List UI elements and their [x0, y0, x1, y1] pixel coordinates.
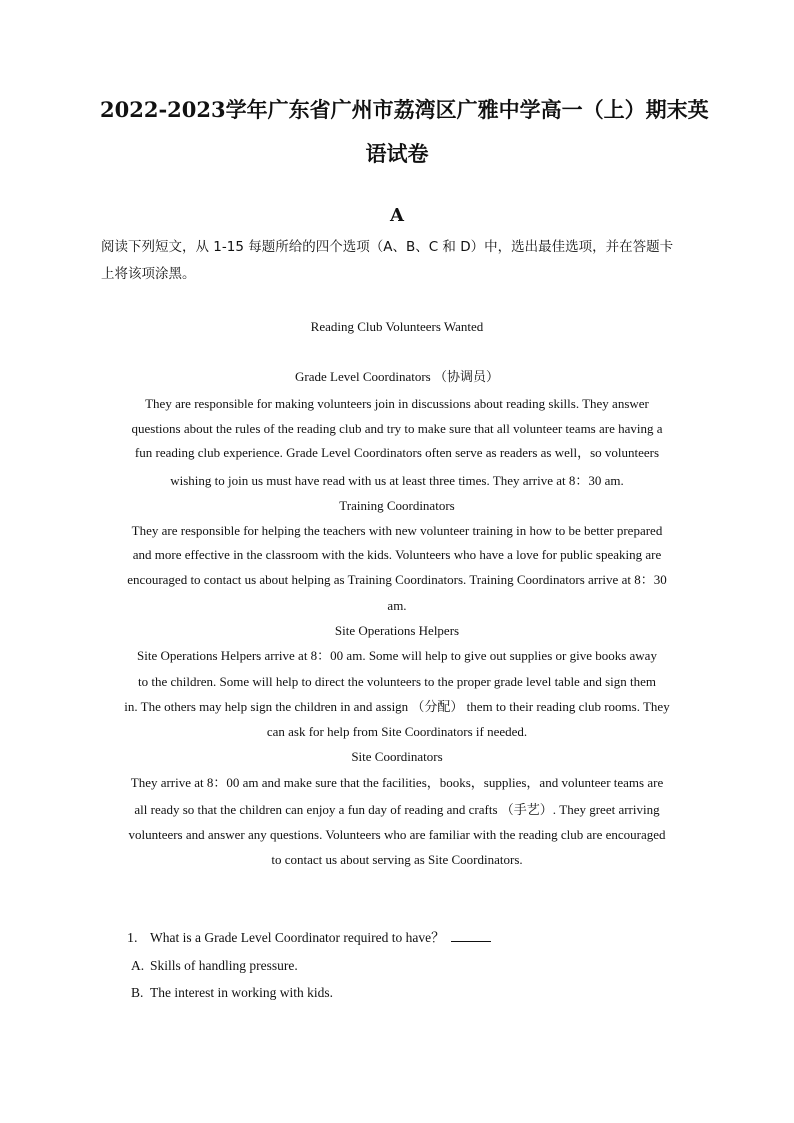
- question-number: 1.: [127, 931, 138, 946]
- site-coordinators-line: all ready so that the children can enjoy a fun day of reading and crafts （手艺）. They greet arriving: [134, 802, 660, 817]
- option-text: The interest in working with kids.: [150, 985, 333, 1000]
- site-coordinators-line: to contact us about serving as Site Coordinators.: [271, 852, 523, 867]
- question-text: What is a Grade Level Coordinator required to have？: [150, 930, 445, 945]
- grade-level-line: fun reading club experience. Grade Level Coordinators often serve as readers as well，so volunteers: [134, 445, 660, 460]
- option-label: A.: [131, 958, 145, 973]
- site-coordinators-heading: Site Coordinators: [351, 749, 443, 764]
- grade-level-line: questions about the rules of the reading club and try to make sure that all volunteer teams are having a: [131, 421, 663, 436]
- training-heading: Training Coordinators: [339, 498, 455, 513]
- training-line: They are responsible for helping the teachers with new volunteer training in how to be better prepared: [131, 523, 663, 538]
- site-operations-line: can ask for help from Site Coordinators if needed.: [266, 724, 528, 739]
- option-b[interactable]: [131, 984, 333, 1002]
- site-operations-line: to the children. Some will help to direct the volunteers to the proper grade level table and sign them: [137, 674, 657, 689]
- option-a[interactable]: [131, 957, 298, 975]
- site-operations-line: in. The others may help sign the children in and assign （分配） them to their reading club rooms. They: [124, 699, 670, 714]
- exam-title-line-2: 语试卷: [365, 141, 429, 166]
- site-coordinators-line: They arrive at 8：00 am and make sure that the facilities，books，supplies，and volunteer teams are: [130, 775, 664, 790]
- exam-title-line-1: 2022-2023学年广东省广州市荔湾区广雅中学高一（上）期末英: [100, 97, 709, 122]
- training-line: am.: [387, 598, 407, 613]
- passage-heading: Reading Club Volunteers Wanted: [310, 319, 484, 334]
- grade-level-heading: Grade Level Coordinators （协调员）: [295, 369, 499, 384]
- instruction-line-1: 阅读下列短文，从 1-15 每题所给的四个选项（A、B、C 和 D）中，选出最佳选项，并在答题卡: [101, 239, 674, 255]
- answer-blank[interactable]: [451, 931, 491, 942]
- option-label: B.: [131, 985, 144, 1000]
- site-operations-heading: Site Operations Helpers: [334, 623, 460, 638]
- grade-level-line: wishing to join us must have read with us at least three times. They arrive at 8：30 am.: [170, 473, 624, 488]
- grade-level-line: They are responsible for making volunteers join in discussions about reading skills. They answer: [145, 396, 649, 411]
- training-line: encouraged to contact us about helping as Training Coordinators. Training Coordinators arrive at 8：30: [127, 572, 667, 587]
- instruction-line-2: 上将该项涂黑。: [101, 266, 196, 282]
- question-1: [127, 929, 491, 948]
- section-heading: A: [390, 205, 404, 226]
- site-coordinators-line: volunteers and answer any questions. Volunteers who are familiar with the reading club are encouraged: [128, 827, 666, 842]
- training-line: and more effective in the classroom with the kids. Volunteers who have a love for public speaking are: [132, 547, 662, 562]
- option-text: Skills of handling pressure.: [150, 958, 298, 973]
- site-operations-line: Site Operations Helpers arrive at 8：00 am. Some will help to give out supplies or give books away: [137, 648, 657, 663]
